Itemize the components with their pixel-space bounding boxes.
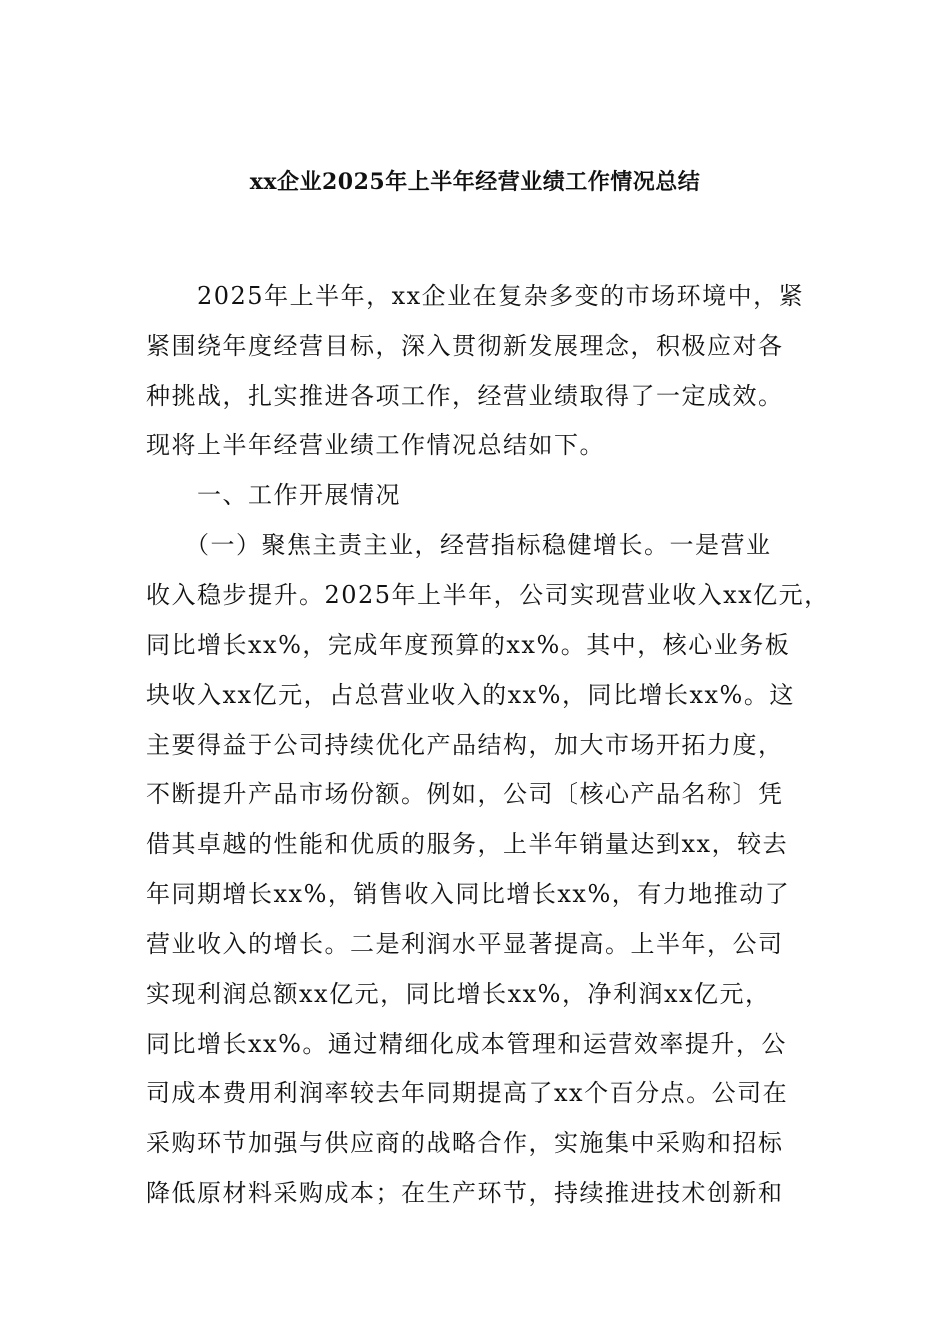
section-heading: 一、工作开展情况 [146,481,401,509]
body-line: 降低原材料采购成本；在生产环节，持续推进技术创新和 [146,1179,784,1207]
body-line: 种挑战，扎实推进各项工作，经营业绩取得了一定成效。 [146,382,784,410]
body-line: 主要得益于公司持续优化产品结构，加大市场开拓力度， [146,731,784,759]
body-line: 营业收入的增长。二是利润水平显著提高。上半年，公司 [146,930,784,958]
body-line: 实现利润总额xx亿元，同比增长xx%，净利润xx亿元， [146,980,771,1008]
body-line: 现将上半年经营业绩工作情况总结如下。 [146,431,605,459]
body-line: 紧围绕年度经营目标，深入贯彻新发展理念，积极应对各 [146,332,784,360]
body-line: 司成本费用利润率较去年同期提高了xx个百分点。公司在 [146,1079,789,1107]
body-line: 采购环节加强与供应商的战略合作，实施集中采购和招标 [146,1129,784,1157]
body-line: 同比增长xx%。通过精细化成本管理和运营效率提升，公 [146,1030,787,1058]
body-line: 2025年上半年，xx企业在复杂多变的市场环境中，紧 [146,282,805,310]
body-line: （一）聚焦主责主业，经营指标稳健增长。一是营业 [146,531,772,559]
body-line: 借其卓越的性能和优质的服务，上半年销量达到xx，较去 [146,830,789,858]
body-line: 块收入xx亿元，占总营业收入的xx%，同比增长xx%。这 [146,681,795,709]
document-title: xx企业2025年上半年经营业绩工作情况总结 [249,169,701,195]
body-line: 年同期增长xx%，销售收入同比增长xx%，有力地推动了 [146,880,791,908]
body-line: 收入稳步提升。2025年上半年，公司实现营业收入xx亿元， [146,581,830,609]
body-line: 同比增长xx%，完成年度预算的xx%。其中，核心业务板 [146,631,791,659]
body-line: 不断提升产品市场份额。例如，公司〔核心产品名称〕凭 [146,780,784,808]
